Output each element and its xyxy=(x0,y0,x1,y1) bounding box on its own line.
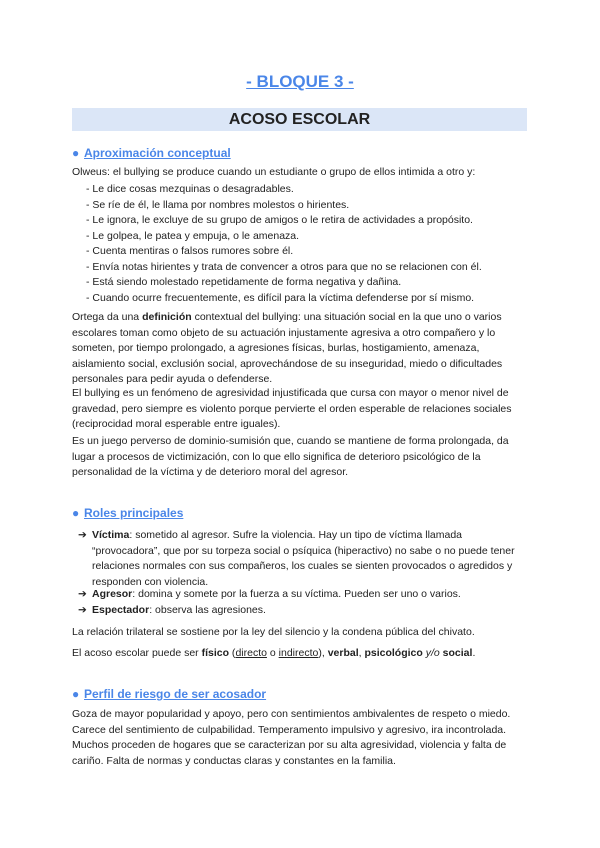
paragraph: Es un juego perverso de dominio-sumisión que, cuando se mantiene de forma prolongada, da lugar a procesos de victimización, con lo que ello significa de deterioro psicológico de la personalidad de la víctima y de deterioro moral del agresor. xyxy=(72,435,509,478)
section-heading-2: ● Roles principales xyxy=(72,506,184,520)
paragraph: La relación trilateral se sostiene por la ley del silencio y la condena pública del chivato. xyxy=(72,626,475,638)
paragraph: Goza de mayor popularidad y apoyo, pero con sentimientos ambivalentes de respeto o miedo. Carece del sentimiento de culpabilidad. Temperamento impulsivo y agresivo, ira incontrolada. Muchos proceden de hogares que se caracterizan por su alta agresividad, violencia y falta de cariño. Falta de normas y conductas claras y constantes en la familia. xyxy=(72,708,511,767)
list-item: - Le golpea, le patea y empuja, o le amenaza. xyxy=(86,229,300,242)
role-item: ➔ Víctima: sometido al agresor. Sufre la violencia. Hay un tipo de víctima llamada “provocadora”, que por su torpeza social o psíquica (hiperactivo) no sabe o no puede tener relaciones normales con sus compañeros, los cuales se sienten provocados o agredidos y responden con violencia. xyxy=(78,529,515,588)
list-item: - Cuando ocurre frecuentemente, es difícil para la víctima defenderse por sí mismo. xyxy=(86,291,475,304)
list-item: - Se ríe de él, le llama por nombres molestos o hirientes. xyxy=(86,198,350,211)
block-title: - BLOQUE 3 - xyxy=(246,72,354,91)
list-item: - Envía notas hirientes y trata de convencer a otros para que no se relacionen con él. xyxy=(86,260,482,273)
topic-banner: ACOSO ESCOLAR xyxy=(72,108,527,131)
definition-paragraph: Ortega da una definición contextual del bullying: una situación social en la que uno o varios escolares toman como objeto de su actuación injustamente agresiva a otro compañero y lo someten, por tiempo prolongado, a agresiones físicas, burlas, hostigamiento, amenaza, aislamiento social, exclusión social, aprovechándose de su inseguridad, miedo o dificultades personales para pedir ayuda o defenderse. xyxy=(72,311,503,385)
intro-paragraph: Olweus: el bullying se produce cuando un estudiante o grupo de ellos intimida a otro y: xyxy=(72,166,476,178)
role-item: ➔ Agresor: domina y somete por la fuerza a su víctima. Pueden ser uno o varios. xyxy=(78,587,528,603)
bullet-icon: ● xyxy=(72,506,80,520)
paragraph: El bullying es un fenómeno de agresividad injustificada que cursa con mayor o menor nivel de gravedad, pero siempre es violento porque pervierte el orden esperable de relaciones sociales (reciprocidad moral esperable entre iguales). xyxy=(72,387,512,430)
list-item: - Le dice cosas mezquinas o desagradables. xyxy=(86,183,294,195)
list-item: - Le ignora, le excluye de su grupo de amigos o le retira de actividades a propósito. xyxy=(86,214,473,226)
arrow-icon: ➔ xyxy=(78,529,87,541)
types-paragraph: El acoso escolar puede ser físico (directo o indirecto), verbal, psicológico y/o social. xyxy=(72,647,476,659)
bullet-icon: ● xyxy=(72,146,80,160)
bullet-icon: ● xyxy=(72,687,80,701)
list-item: - Cuenta mentiras o falsos rumores sobre él. xyxy=(86,245,294,257)
list-item: - Está siendo molestado repetidamente de forma negativa y dañina. xyxy=(86,276,402,288)
arrow-icon: ➔ xyxy=(78,604,87,616)
arrow-icon: ➔ xyxy=(78,588,87,600)
section-heading-3: ● Perfil de riesgo de ser acosador xyxy=(72,687,267,701)
role-item: ➔ Espectador: observa las agresiones. xyxy=(78,603,528,619)
section-heading-1: ● Aproximación conceptual xyxy=(72,146,231,160)
